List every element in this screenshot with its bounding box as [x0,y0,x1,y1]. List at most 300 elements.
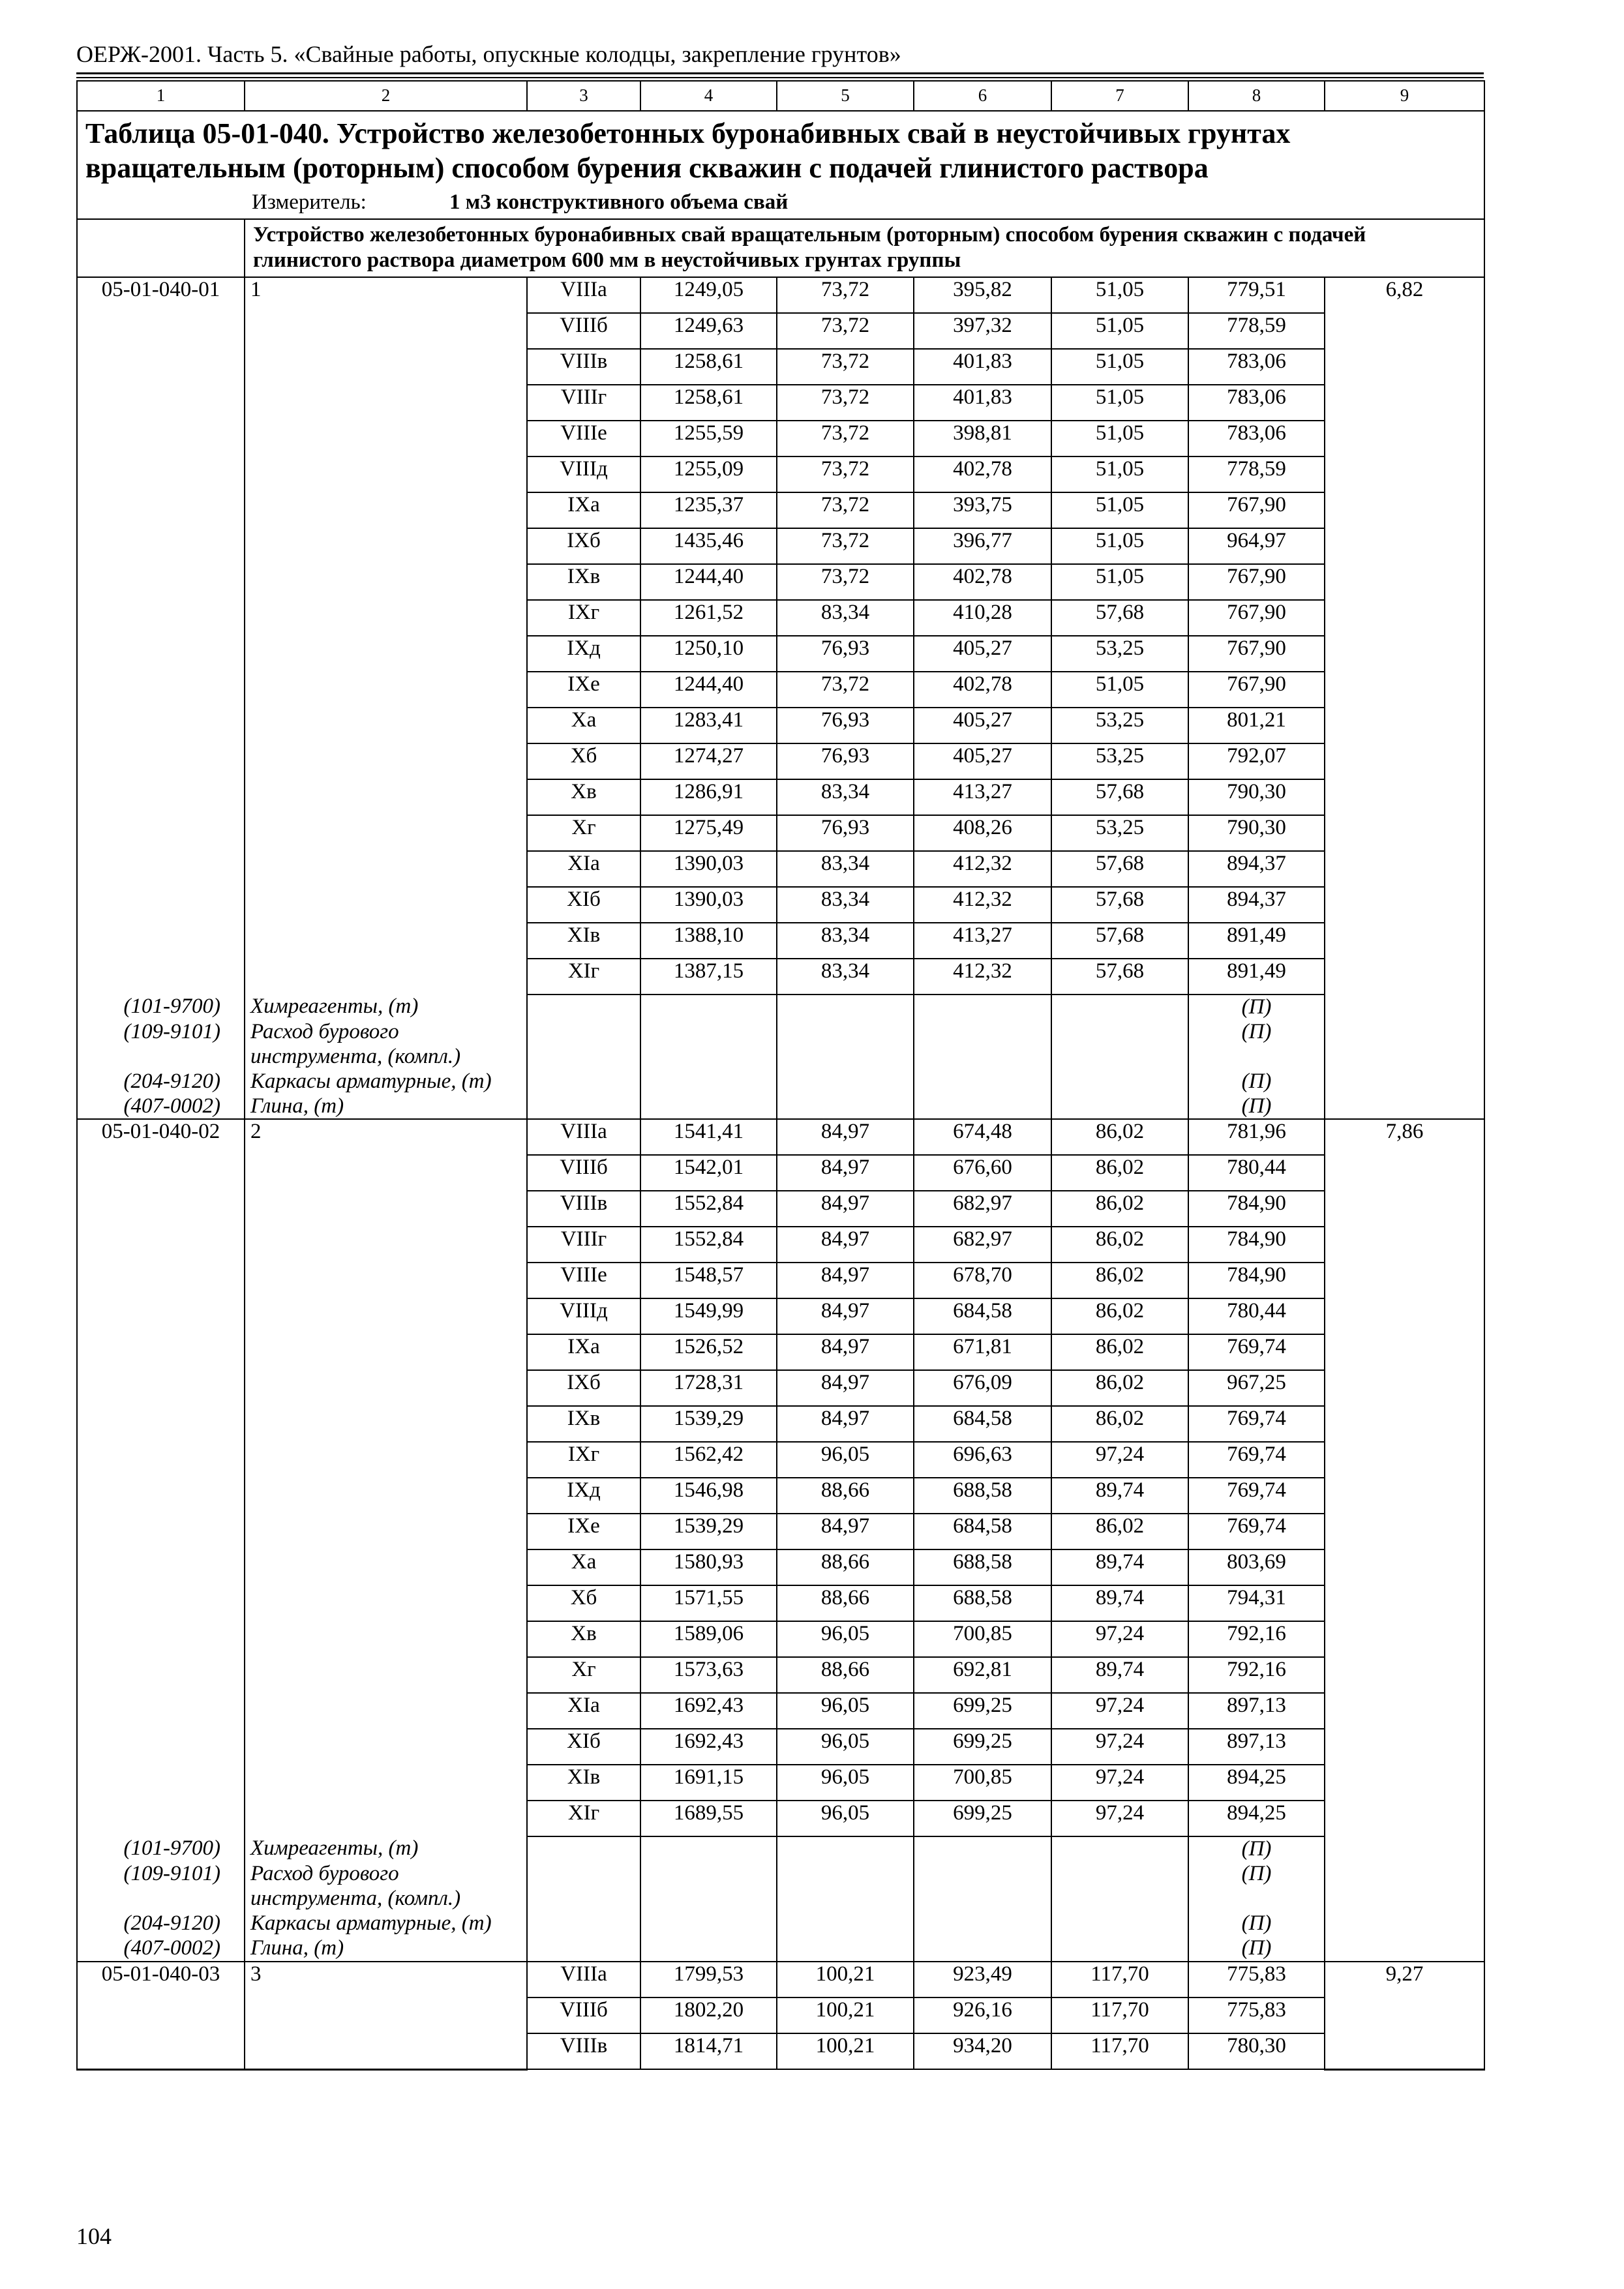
resource-mark-cell: (П) [1188,1911,1325,1936]
soil-category-cell: Xб [527,743,640,779]
value-cell: 51,05 [1051,421,1188,456]
empty-cell [1051,995,1188,1020]
rate-name-cell [245,815,527,851]
value-cell: 412,32 [914,959,1051,995]
rate-name-cell [245,456,527,492]
soil-category-cell: VIIIа [527,1962,640,1997]
rate-name-cell [245,923,527,959]
empty-cell [1325,1862,1484,1911]
rate-name-cell [245,1191,527,1227]
value-cell: 84,97 [777,1227,914,1263]
rate-code-cell [77,1298,245,1334]
value-cell: 100,21 [777,1962,914,1997]
value-cell: 676,60 [914,1155,1051,1191]
value-cell: 86,02 [1051,1406,1188,1442]
soil-category-cell: XIб [527,1729,640,1765]
column-number-row [77,81,1484,111]
value-cell: 769,74 [1188,1406,1325,1442]
value-cell: 769,74 [1188,1514,1325,1549]
rate-name-cell [245,959,527,995]
value-cell: 778,59 [1188,456,1325,492]
labor-cell [1325,492,1484,528]
value-cell: 86,02 [1051,1191,1188,1227]
running-header: ОЕРЖ-2001. Часть 5. «Свайные работы, опускные колодцы, закрепление грунтов» [76,41,901,67]
value-cell: 88,66 [777,1549,914,1585]
value-cell: 1258,61 [640,385,777,421]
value-cell: 117,70 [1051,1962,1188,1997]
value-cell: 1552,84 [640,1227,777,1263]
rate-name-cell [245,851,527,887]
soil-category-cell: VIIIд [527,456,640,492]
rate-name-cell [245,1334,527,1370]
labor-cell [1325,1765,1484,1801]
labor-cell [1325,1191,1484,1227]
column-number: 7 [1051,81,1188,111]
rate-code-cell [77,851,245,887]
value-cell: 1580,93 [640,1549,777,1585]
value-cell: 688,58 [914,1585,1051,1621]
rate-name-cell [245,1585,527,1621]
value-cell: 57,68 [1051,600,1188,636]
rate-code-cell [77,923,245,959]
column-number: 1 [77,81,245,111]
value-cell: 1255,09 [640,456,777,492]
value-cell: 97,24 [1051,1765,1188,1801]
empty-cell [640,1862,777,1911]
value-cell: 684,58 [914,1406,1051,1442]
column-number: 9 [1325,81,1484,111]
value-cell: 688,58 [914,1478,1051,1514]
rate-code-cell [77,492,245,528]
soil-category-cell: VIIIв [527,2033,640,2069]
value-cell: 395,82 [914,277,1051,313]
rate-name-cell: 2 [245,1119,527,1155]
resource-row [77,1836,1484,1862]
value-cell: 934,20 [914,2033,1051,2069]
resource-row [77,1862,1484,1911]
value-cell: 51,05 [1051,528,1188,564]
resource-row [77,995,1484,1020]
value-cell: 84,97 [777,1155,914,1191]
value-cell: 780,44 [1188,1155,1325,1191]
table-row [77,851,1484,887]
value-cell: 51,05 [1051,385,1188,421]
labor-cell [1325,1442,1484,1478]
soil-category-cell: IXд [527,1478,640,1514]
labor-cell [1325,1997,1484,2033]
table-body [77,81,1484,2069]
value-cell: 83,34 [777,887,914,923]
labor-cell [1325,1298,1484,1334]
rate-name-cell [245,887,527,923]
value-cell: 51,05 [1051,672,1188,708]
value-cell: 1589,06 [640,1621,777,1657]
table-row [77,743,1484,779]
soil-category-cell: XIа [527,1693,640,1729]
resource-row [77,1020,1484,1070]
column-number: 4 [640,81,777,111]
empty-cell [527,1911,640,1936]
resource-row [77,1936,1484,1962]
rate-name-cell [245,1406,527,1442]
soil-category-cell: VIIIд [527,1298,640,1334]
labor-cell [1325,349,1484,385]
value-cell: 76,93 [777,636,914,672]
rate-name-cell [245,743,527,779]
value-cell: 784,90 [1188,1263,1325,1298]
value-cell: 1692,43 [640,1693,777,1729]
value-cell: 894,25 [1188,1765,1325,1801]
rate-name-cell [245,1765,527,1801]
rate-code-cell [77,349,245,385]
resource-row [77,1070,1484,1094]
resource-mark-cell: (П) [1188,1020,1325,1070]
labor-cell [1325,851,1484,887]
value-cell: 396,77 [914,528,1051,564]
value-cell: 73,72 [777,492,914,528]
value-cell: 51,05 [1051,313,1188,349]
resource-mark-cell: (П) [1188,1070,1325,1094]
rate-code-cell [77,959,245,995]
table-row [77,1962,1484,1997]
value-cell: 96,05 [777,1442,914,1478]
value-cell: 1244,40 [640,672,777,708]
labor-cell [1325,1693,1484,1729]
value-cell: 1235,37 [640,492,777,528]
value-cell: 684,58 [914,1298,1051,1334]
value-cell: 1562,42 [640,1442,777,1478]
value-cell: 89,74 [1051,1657,1188,1693]
rate-name-cell [245,313,527,349]
value-cell: 923,49 [914,1962,1051,1997]
table-row [77,1621,1484,1657]
value-cell: 413,27 [914,779,1051,815]
value-cell: 398,81 [914,421,1051,456]
value-cell: 97,24 [1051,1442,1188,1478]
labor-cell [1325,564,1484,600]
value-cell: 84,97 [777,1263,914,1298]
value-cell: 53,25 [1051,743,1188,779]
table-row [77,1693,1484,1729]
rate-code-cell [77,672,245,708]
rate-code-cell [77,1997,245,2033]
value-cell: 76,93 [777,743,914,779]
labor-cell [1325,1621,1484,1657]
labor-cell: 6,82 [1325,277,1484,313]
value-cell: 1261,52 [640,600,777,636]
value-cell: 783,06 [1188,349,1325,385]
empty-cell [914,1020,1051,1070]
value-cell: 1571,55 [640,1585,777,1621]
value-cell: 402,78 [914,564,1051,600]
labor-cell [1325,1334,1484,1370]
empty-cell [640,1911,777,1936]
value-cell: 96,05 [777,1801,914,1836]
resource-name-cell: Каркасы арматурные, (т) [245,1911,527,1936]
soil-category-cell: IXе [527,672,640,708]
labor-cell [1325,815,1484,851]
labor-cell [1325,1657,1484,1693]
value-cell: 1799,53 [640,1962,777,1997]
value-cell: 73,72 [777,672,914,708]
table-row [77,1549,1484,1585]
value-cell: 894,37 [1188,887,1325,923]
table-row [77,528,1484,564]
table-row [77,1765,1484,1801]
value-cell: 775,83 [1188,1962,1325,1997]
value-cell: 1249,63 [640,313,777,349]
rate-code-cell [77,1621,245,1657]
labor-cell [1325,1406,1484,1442]
empty-cell [777,1936,914,1962]
rate-name-cell [245,1657,527,1693]
value-cell: 780,44 [1188,1298,1325,1334]
value-cell: 1573,63 [640,1657,777,1693]
value-cell: 84,97 [777,1191,914,1227]
value-cell: 51,05 [1051,456,1188,492]
value-cell: 790,30 [1188,815,1325,851]
table-row [77,1997,1484,2033]
rate-code-cell [77,421,245,456]
value-cell: 117,70 [1051,2033,1188,2069]
value-cell: 778,59 [1188,313,1325,349]
empty-cell [527,1020,640,1070]
soil-category-cell: IXб [527,528,640,564]
rate-code-cell [77,313,245,349]
table-row [77,456,1484,492]
value-cell: 84,97 [777,1514,914,1549]
value-cell: 696,63 [914,1442,1051,1478]
empty-cell [1325,1911,1484,1936]
labor-cell [1325,1549,1484,1585]
value-cell: 88,66 [777,1585,914,1621]
value-cell: 89,74 [1051,1549,1188,1585]
value-cell: 699,25 [914,1801,1051,1836]
labor-cell [1325,743,1484,779]
value-cell: 1435,46 [640,528,777,564]
rate-code-cell [77,1334,245,1370]
value-cell: 1390,03 [640,887,777,923]
table-row [77,887,1484,923]
table-title: Таблица 05-01-040. Устройство железобетонных буронабивных свай в неустойчивых грунтах вращательным (роторным) способом бурения скважин с подачей глинистого раствора [85,117,1291,184]
value-cell: 775,83 [1188,1997,1325,2033]
empty-cell [1325,1070,1484,1094]
soil-category-cell: Xа [527,708,640,743]
rate-name-cell [245,600,527,636]
value-cell: 1387,15 [640,959,777,995]
soil-category-cell: VIIIв [527,349,640,385]
value-cell: 784,90 [1188,1191,1325,1227]
rate-code-cell [77,2033,245,2069]
value-cell: 926,16 [914,1997,1051,2033]
value-cell: 53,25 [1051,636,1188,672]
value-cell: 674,48 [914,1119,1051,1155]
value-cell: 413,27 [914,923,1051,959]
value-cell: 73,72 [777,277,914,313]
value-cell: 1541,41 [640,1119,777,1155]
soil-category-cell: XIб [527,887,640,923]
value-cell: 405,27 [914,743,1051,779]
value-cell: 891,49 [1188,923,1325,959]
labor-cell [1325,923,1484,959]
value-cell: 769,74 [1188,1442,1325,1478]
value-cell: 1689,55 [640,1801,777,1836]
resource-row [77,1094,1484,1120]
table-row [77,636,1484,672]
rate-name-cell: 3 [245,1962,527,1997]
column-number: 2 [245,81,527,111]
soil-category-cell: Xв [527,1621,640,1657]
value-cell: 1539,29 [640,1406,777,1442]
empty-cell [914,995,1051,1020]
table-row [77,1191,1484,1227]
rate-code-cell: 05-01-040-03 [77,1962,245,1997]
table-row [77,1729,1484,1765]
empty-cell [640,1936,777,1962]
empty-cell [1051,1094,1188,1120]
labor-cell [1325,887,1484,923]
empty-cell [914,1911,1051,1936]
value-cell: 1548,57 [640,1263,777,1298]
value-cell: 405,27 [914,636,1051,672]
value-cell: 53,25 [1051,815,1188,851]
rate-code-cell [77,1765,245,1801]
soil-category-cell: XIг [527,959,640,995]
column-number: 3 [527,81,640,111]
empty-cell [914,1836,1051,1862]
value-cell: 393,75 [914,492,1051,528]
labor-cell [1325,421,1484,456]
rate-name-cell [245,1729,527,1765]
value-cell: 51,05 [1051,349,1188,385]
rate-code-cell [77,564,245,600]
labor-cell [1325,600,1484,636]
empty-cell [527,1862,640,1911]
rate-name-cell: 1 [245,277,527,313]
empty-cell [1051,1070,1188,1094]
value-cell: 83,34 [777,851,914,887]
value-cell: 684,58 [914,1514,1051,1549]
value-cell: 783,06 [1188,385,1325,421]
soil-category-cell: IXе [527,1514,640,1549]
labor-cell [1325,1585,1484,1621]
value-cell: 73,72 [777,528,914,564]
rate-name-cell [245,1227,527,1263]
soil-category-cell: VIIIа [527,1119,640,1155]
rate-code-cell [77,815,245,851]
labor-cell [1325,1729,1484,1765]
value-cell: 794,31 [1188,1585,1325,1621]
rate-name-cell [245,708,527,743]
rate-code-cell [77,1227,245,1263]
soil-category-cell: VIIIе [527,421,640,456]
rate-name-cell [245,1442,527,1478]
value-cell: 676,09 [914,1370,1051,1406]
norm-table [76,80,1485,2071]
value-cell: 97,24 [1051,1801,1188,1836]
table-row [77,779,1484,815]
value-cell: 84,97 [777,1334,914,1370]
value-cell: 1692,43 [640,1729,777,1765]
value-cell: 73,72 [777,349,914,385]
value-cell: 51,05 [1051,564,1188,600]
value-cell: 780,30 [1188,2033,1325,2069]
empty-cell [777,995,914,1020]
value-cell: 781,96 [1188,1119,1325,1155]
resource-name-cell: Химреагенты, (т) [245,995,527,1020]
table-row [77,1370,1484,1406]
resource-name-cell: Химреагенты, (т) [245,1836,527,1862]
table-title-cell [77,111,1484,219]
value-cell: 967,25 [1188,1370,1325,1406]
soil-category-cell: VIIIб [527,1155,640,1191]
value-cell: 769,74 [1188,1334,1325,1370]
value-cell: 1258,61 [640,349,777,385]
value-cell: 88,66 [777,1478,914,1514]
value-cell: 86,02 [1051,1298,1188,1334]
value-cell: 1542,01 [640,1155,777,1191]
table-row [77,923,1484,959]
table-row [77,1298,1484,1334]
value-cell: 73,72 [777,456,914,492]
table-row [77,1119,1484,1155]
empty-cell [1051,1020,1188,1070]
empty-cell [777,1862,914,1911]
soil-category-cell: IXа [527,1334,640,1370]
value-cell: 1390,03 [640,851,777,887]
value-cell: 1814,71 [640,2033,777,2069]
table-row [77,1155,1484,1191]
rate-code-cell [77,1191,245,1227]
rate-name-cell [245,1263,527,1298]
header-rule [76,72,1484,74]
measure-value: 1 м3 конструктивного объема свай [449,190,789,214]
table-row [77,1514,1484,1549]
empty-cell [640,1020,777,1070]
rate-name-cell [245,1155,527,1191]
rate-name-cell [245,1478,527,1514]
value-cell: 96,05 [777,1729,914,1765]
value-cell: 891,49 [1188,959,1325,995]
value-cell: 1275,49 [640,815,777,851]
table-row [77,421,1484,456]
value-cell: 402,78 [914,456,1051,492]
resource-code-cell: (101-9700) [77,1836,245,1862]
value-cell: 699,25 [914,1693,1051,1729]
soil-category-cell: XIа [527,851,640,887]
table-row [77,492,1484,528]
value-cell: 83,34 [777,959,914,995]
column-number: 5 [777,81,914,111]
soil-category-cell: VIIIг [527,385,640,421]
empty-cell [527,1094,640,1120]
rate-code-cell [77,528,245,564]
rate-code-cell: 05-01-040-01 [77,277,245,313]
table-row [77,672,1484,708]
value-cell: 76,93 [777,815,914,851]
value-cell: 408,26 [914,815,1051,851]
value-cell: 57,68 [1051,923,1188,959]
rate-code-cell [77,1370,245,1406]
soil-category-cell: IXб [527,1370,640,1406]
value-cell: 83,34 [777,600,914,636]
rate-code-cell: 05-01-040-02 [77,1119,245,1155]
empty-cell [640,995,777,1020]
value-cell: 97,24 [1051,1729,1188,1765]
rate-name-cell [245,528,527,564]
value-cell: 767,90 [1188,600,1325,636]
value-cell: 1691,15 [640,1765,777,1801]
